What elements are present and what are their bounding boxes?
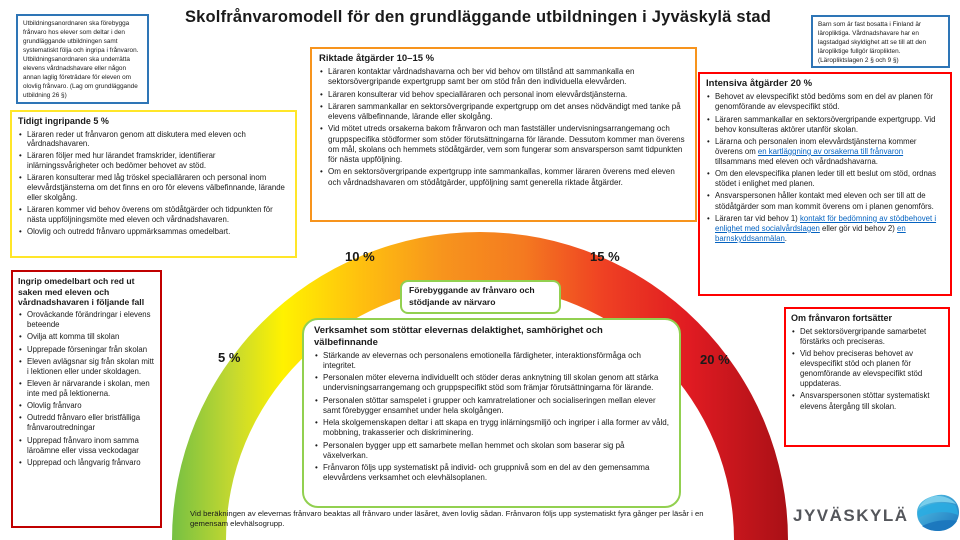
bullet-item: • Oroväckande förändringar i elevens beteende	[18, 310, 155, 330]
early-intervention-title: Tidigt ingripande 5 %	[18, 116, 109, 126]
supporting-activity-bullets	[314, 351, 669, 484]
bullet-item: • Personalen stöttar samspelet i grupper och kamratrelationer och socialiseringen mellan elever samt förebygger ensamhet under hela skolgången.	[314, 396, 669, 416]
intensive-measures-box	[698, 72, 952, 296]
cause-mapping-link[interactable]: en kartläggning av orsakerna till frånvaron	[757, 146, 904, 156]
bullet-item: • Olovlig och outredd frånvaro uppmärksammas omedelbart.	[18, 227, 289, 237]
bullet-item: • Ansvarspersonen stöttar systematiskt elevens återgång till skolan.	[791, 391, 943, 411]
gauge-label-10-percent: 10 %	[345, 249, 375, 264]
gauge-label-15-percent: 15 %	[590, 249, 620, 264]
page-title: Skolfrånvaromodell för den grundläggande utbildningen i Jyväskylä stad	[184, 8, 772, 26]
jyvaskyla-logo	[793, 494, 960, 537]
bullet-item: • Upprepade förseningar från skolan	[18, 345, 155, 355]
bullet-item: • Vid mötet utreds orsakerna bakom frånvaron och man fastställer undervisningsarrangemang och gruppspecifika stödformer som stöder förutsättningarna för lärande. Dessutom kommer man överens om mål, skolans och hemmets stödåtgärder, vem som fungerar som ansvarsperson samt tidpunkten för nästa uppföljning.	[319, 124, 688, 165]
immediate-action-bullets	[18, 310, 155, 468]
bullet-item: • Ansvarspersonen håller kontakt med eleven och ser till att de stödåtgärder som man kommit överens om i planen genomförs.	[706, 191, 944, 211]
bullet-item	[706, 137, 944, 167]
jyvaskyla-swirl-icon	[916, 494, 960, 537]
absence-continues-bullets	[791, 327, 943, 412]
bullet-item: • Outredd frånvaro eller bristfälliga frånvaroutredningar	[18, 413, 155, 433]
bullet-text: eller gör vid behov 2)	[819, 223, 898, 233]
bullet-item: • Eleven avlägsnar sig från skolan mitt i lektionen eller under skoldagen.	[18, 357, 155, 377]
child-welfare-report-link[interactable]: en barnskyddsanmälan	[715, 223, 906, 243]
bullet-item: • Läraren följer med hur lärandet framskrider, identifierar inlärningssvårigheter och bedömer behovet av stöd.	[18, 151, 289, 171]
bullet-item: • Läraren sammankallar en sektorsövergripande expertgrupp. Vid behov konsulteras aktörer utanför skolan.	[706, 115, 944, 135]
immediate-action-title: Ingrip omedelbart och red ut saken med eleven och vårdnadshavaren i följande fall	[18, 276, 145, 308]
bullet-item	[706, 214, 944, 244]
bullet-item: • Olovlig frånvaro	[18, 401, 155, 411]
bullet-item: • Om den elevspecifika planen leder till ett beslut om stöd, ordnas stödet i enlighet med planen.	[706, 169, 944, 189]
bullet-item: • Personalen möter eleverna individuellt och stöder deras anknytning till skolan genom att stärka undervisningsarrangemang och gruppspecifikt stöd som främjar förutsättningarna för lärande.	[314, 373, 669, 393]
intensive-measures-title: Intensiva åtgärder 20 %	[706, 78, 813, 89]
targeted-measures-bullets	[319, 67, 688, 188]
absence-continues-title: Om frånvaron fortsätter	[791, 313, 893, 323]
bullet-item: • Eleven är närvarande i skolan, men inte med på lektionerna.	[18, 379, 155, 399]
bullet-item: • Läraren sammankallar en sektorsövergripande expertgrupp om det anses nödvändigt med tanke på elevens välbefinnande, lärande eller skolgång.	[319, 102, 688, 122]
gauge-label-20-percent: 20 %	[700, 352, 730, 367]
supporting-activity-title: Verksamhet som stöttar elevernas delaktighet, samhörighet och välbefinnande	[314, 325, 603, 348]
bullet-item: • Läraren reder ut frånvaron genom att diskutera med eleven och vårdnadshavaren.	[18, 130, 289, 150]
targeted-measures-title: Riktade åtgärder 10–15 %	[319, 53, 435, 64]
legal-note-left: Utbildningsanordnaren ska förebygga frånvaro hos elever som deltar i den grundläggande utbildningen samt systematiskt följa och ingripa i frånvaron. Utbildningsanordnaren ska underrätta elevens vårdnadshavare eller någon annan laglig företrädare för eleven om olovlig frånvaro. (Lag om grundläggande utbildning 26 §)	[16, 14, 149, 104]
early-intervention-bullets	[18, 130, 289, 238]
absence-continues-box	[784, 307, 950, 447]
early-intervention-box	[10, 110, 297, 258]
social-care-assessment-link[interactable]: kontakt för bedömning av stödbehovet i enlighet med socialvårdslagen	[715, 213, 937, 233]
supporting-activity-box	[302, 318, 681, 508]
intensive-measures-bullets	[706, 92, 944, 244]
bullet-item: • Upprepad frånvaro inom samma läroämne eller vissa veckodagar	[18, 436, 155, 456]
calculation-note: Vid beräkningen av elevernas frånvaro beaktas all frånvaro under läsåret, även lovlig sådan. Frånvaron följs upp systematiskt fyra gånger per läsår i en gemensam elevhälsogrupp.	[190, 509, 704, 529]
bullet-item: • Stärkande av elevernas och personalens emotionella färdigheter, interaktionsförmåga och integritet.	[314, 351, 669, 371]
prevention-box: Förebyggande av frånvaro och stödjande av närvaro	[400, 280, 561, 314]
jyvaskyla-logo-text: JYVÄSKYLÄ	[793, 505, 909, 525]
bullet-item: • Behovet av elevspecifikt stöd bedöms som en del av planen för genomförande av elevspecifikt stöd.	[706, 92, 944, 112]
bullet-item: • Frånvaron följs upp systematiskt på individ- och gruppnivå som en del av den gemensamma elevvårdens verksamhet och elevhälsoplanen.	[314, 463, 669, 483]
bullet-item: • Ovilja att komma till skolan	[18, 332, 155, 342]
bullet-item: • Läraren kommer vid behov överens om stödåtgärder och tidpunkten för nästa uppföljningsmöte med eleven och vårdnadshavaren.	[18, 205, 289, 225]
immediate-action-box	[11, 270, 162, 528]
bullet-item: • Upprepad och långvarig frånvaro	[18, 458, 155, 468]
bullet-text: tillsammans med eleven och vårdnadshavarna.	[715, 157, 878, 167]
targeted-measures-box	[310, 47, 697, 222]
bullet-item: • Läraren konsulterar med låg tröskel specialläraren och personal inom elevvårdstjänsterna om det finns en oro för elevens välbefinnande, lärande eller skolgång.	[18, 173, 289, 203]
legal-note-right: Barn som är fast bosatta i Finland är läropliktiga. Vårdnadshavare har en lagstadgad skyldighet att se till att den läropliktige fullgör läroplikten. (Läropliktslagen 2 § och 9 §)	[811, 15, 950, 68]
bullet-item: • Hela skolgemenskapen deltar i att skapa en trygg inlärningsmiljö och ingriper i alla former av våld, mobbning, trakasserier och diskriminering.	[314, 418, 669, 438]
gauge-label-5-percent: 5 %	[218, 350, 241, 365]
bullet-text: .	[784, 233, 787, 243]
bullet-item: • Vid behov preciseras behovet av elevspecifikt stöd och planen för genomförande av elevspecifikt stöd uppdateras.	[791, 349, 943, 390]
bullet-text: Lärarna och personalen inom elevvårdstjänsterna kommer överens om	[715, 136, 917, 156]
bullet-item: • Om en sektorsövergripande expertgrupp inte sammankallas, kommer läraren överens med eleven och vårdnadshavaren om stödåtgärder, uppföljning samt generella riktade åtgärder.	[319, 167, 688, 187]
bullet-item: • Läraren konsulterar vid behov specialläraren och personal inom elevvårdstjänsterna.	[319, 90, 688, 100]
bullet-item: • Det sektorsövergripande samarbetet förstärks och preciseras.	[791, 327, 943, 347]
bullet-text: Läraren tar vid behov 1)	[715, 213, 800, 223]
bullet-item: • Läraren kontaktar vårdnadshavarna och ber vid behov om tillstånd att sammankalla en sektorsövergripande expertgrupp samt ber om stöd från den individuella elevvården.	[319, 67, 688, 87]
bullet-item: • Personalen bygger upp ett samarbete mellan hemmet och skolan som baserar sig på växelverkan.	[314, 441, 669, 461]
